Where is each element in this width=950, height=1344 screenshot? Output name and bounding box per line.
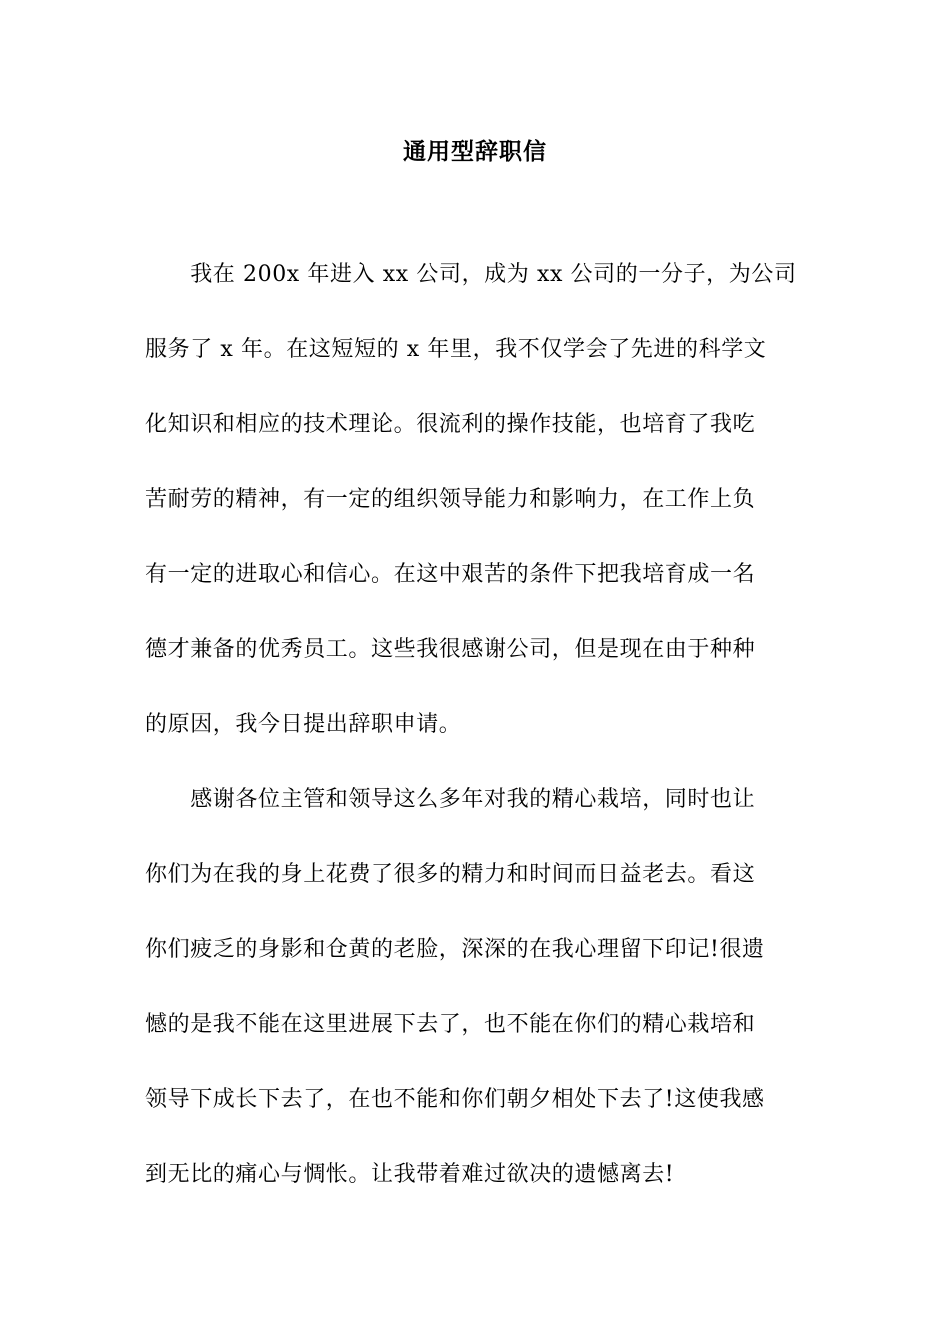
document-title: 通用型辞职信 [403, 138, 547, 165]
paragraph-1-line-6: 德才兼备的优秀员工。这些我很感谢公司，但是现在由于种种 [145, 637, 756, 662]
paragraph-2-line-2: 你们为在我的身上花费了很多的精力和时间而日益老去。看这 [145, 862, 756, 887]
paragraph-1-line-5: 有一定的进取心和信心。在这中艰苦的条件下把我培育成一名 [145, 562, 756, 587]
paragraph-2-line-6: 到无比的痛心与惆怅。让我带着难过欲决的遗憾离去! [145, 1162, 675, 1187]
paragraph-2-line-5: 领导下成长下去了，在也不能和你们朝夕相处下去了!这使我感 [145, 1087, 765, 1112]
paragraph-2-line-1: 感谢各位主管和领导这么多年对我的精心栽培，同时也让 [145, 787, 756, 812]
paragraph-2-line-4: 憾的是我不能在这里进展下去了，也不能在你们的精心栽培和 [145, 1012, 756, 1037]
paragraph-1-line-4: 苦耐劳的精神，有一定的组织领导能力和影响力，在工作上负 [145, 487, 756, 512]
paragraph-1-line-1: 我在 200x 年进入 xx 公司，成为 xx 公司的一分子，为公司 [145, 262, 797, 287]
paragraph-1-line-3: 化知识和相应的技术理论。很流利的操作技能，也培育了我吃 [145, 412, 756, 437]
paragraph-1-line-7: 的原因，我今日提出辞职申请。 [145, 712, 462, 737]
paragraph-1-line-2: 服务了 x 年。在这短短的 x 年里，我不仅学会了先进的科学文 [145, 337, 767, 362]
paragraph-2-line-3: 你们疲乏的身影和仓黄的老脸，深深的在我心理留下印记!很遗 [145, 937, 765, 962]
